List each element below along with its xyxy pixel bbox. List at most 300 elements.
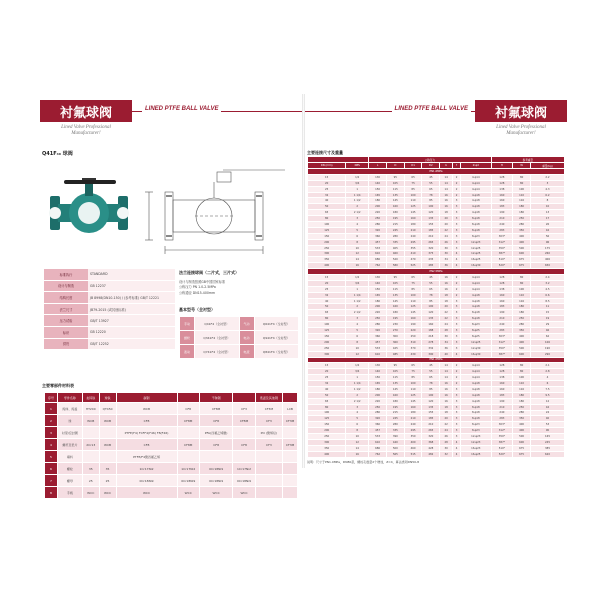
dim-cell: 85 (422, 298, 440, 304)
material-cell (99, 427, 116, 439)
right-page (305, 94, 567, 468)
material-cell: 25 (82, 475, 99, 487)
material-cell: CF8 (199, 415, 233, 427)
dim-cell: 140 (369, 369, 387, 375)
dim-cell: 675 (513, 445, 531, 451)
dimensions-title: 主要连接尺寸及重量 (307, 150, 343, 155)
dim-cell: 280 (386, 422, 404, 428)
dim-cell: 280 (513, 222, 531, 228)
material-cell: QT450 (99, 403, 116, 415)
dim-cell: 3 (453, 210, 461, 216)
dim-cell: 400 (513, 422, 531, 428)
dim-cell: 2 (453, 186, 461, 192)
material-cell: 2Cr13 (82, 439, 99, 451)
spec-row (44, 269, 175, 280)
dim-cell: 400 (513, 428, 531, 434)
dim-cell: 80 (308, 216, 346, 222)
dim-cell: 10 (346, 245, 369, 251)
dim-cell: 125 (404, 204, 422, 210)
material-cell: WCB (116, 403, 177, 415)
material-cell: CF3M (283, 415, 298, 427)
dim-cell: 12-φ23 (461, 239, 492, 245)
dim-cell: 80 (308, 404, 346, 410)
dim-cell: 350 (513, 328, 531, 334)
dim-cell: 4 (453, 351, 461, 357)
dim-cell: 36 (440, 345, 453, 351)
dim-cell: 45 (422, 363, 440, 369)
dim-cell: 160 (491, 381, 513, 387)
dim-cell: 280 (513, 410, 531, 416)
connection-note: 公称压力 PN 1.0-2.5MPa (179, 285, 216, 290)
dim-cell: 20 (308, 369, 346, 375)
dim-cell: 30 (440, 445, 453, 451)
material-header: 零件名称 (58, 393, 83, 403)
dim-cell: 180 (513, 210, 531, 216)
dim-cell: 280 (369, 322, 387, 328)
type-model: Q641F4（全衬型） (254, 317, 299, 331)
dim-cell: 5 (346, 328, 369, 334)
dim-cell: 20 (440, 416, 453, 422)
dim-cell: 25 (308, 286, 346, 292)
dim-cell: 130 (369, 363, 387, 369)
material-part: 手柄 (58, 487, 83, 499)
dim-cell: 510* (491, 257, 513, 263)
dim-cell: 533 (369, 245, 387, 251)
material-index: 5 (45, 451, 58, 463)
dim-cell: 283 (491, 328, 513, 334)
dim-cell: 3 (453, 298, 461, 304)
dim-cell: 100 (513, 286, 531, 292)
type-operation: 蜗轮 (180, 331, 195, 345)
dim-cell: 240 (491, 410, 513, 416)
spec-value: JB 8998(DN10-150) / (参考标准) GB/T 12221 (88, 292, 175, 304)
dim-cell: 75 (404, 180, 422, 186)
dim-column-header: f (453, 163, 461, 169)
dim-cell: 4 (346, 410, 369, 416)
material-cell (255, 463, 282, 475)
material-row (45, 451, 298, 463)
dim-cell: 95 (386, 275, 404, 281)
dim-cell: 32 (308, 192, 346, 198)
dim-cell: 105 (386, 180, 404, 186)
dim-cell: 3/4 (346, 280, 369, 286)
dim-cell: 335 (386, 428, 404, 434)
dim-column-header: D2 (422, 163, 440, 169)
dim-cell: 14 (440, 186, 453, 192)
tagline (40, 125, 132, 137)
dim-cell: 220 (404, 328, 422, 334)
dim-cell: 145 (386, 198, 404, 204)
dim-cell: 3 (453, 216, 461, 222)
dim-cell: 250 (369, 316, 387, 322)
dim-cell: 34 (440, 257, 453, 263)
dim-section-label: PN1.0MPa (308, 357, 565, 363)
dim-cell: 400 (513, 339, 531, 345)
dim-cell: 2 1/2 (346, 210, 369, 216)
material-part: 螺杆及垫片 (58, 439, 83, 451)
dim-cell: 183 (491, 392, 513, 398)
material-cell (255, 475, 282, 487)
dim-cell: 460 (404, 445, 422, 451)
dim-cell: 650 (530, 263, 564, 269)
dim-cell: 218 (422, 333, 440, 339)
material-cell: 35 (82, 463, 99, 475)
material-part: 衬里/密封圈 (58, 427, 83, 439)
dim-cell: 4-φ14 (461, 363, 492, 369)
dim-cell: 430 (404, 351, 422, 357)
material-cell (82, 427, 99, 439)
spec-key: 标准执行 (44, 269, 88, 280)
dim-cell: 14 (440, 369, 453, 375)
spec-key: 供货 (44, 338, 88, 350)
dim-cell: 100 (422, 304, 440, 310)
spec-key: 压力试验 (44, 315, 88, 327)
dim-cell: 55 (422, 369, 440, 375)
dim-cell: 80 (513, 363, 531, 369)
material-cell: HT200 (82, 403, 99, 415)
dim-cell: 355 (404, 245, 422, 251)
dim-cell: 610 (369, 251, 387, 257)
dim-cell: 283 (491, 416, 513, 422)
dim-cell: 4 (530, 375, 564, 381)
dim-column-header: 重量(kg) (530, 163, 564, 169)
dim-cell: 130 (369, 275, 387, 281)
valve-drawing (135, 160, 295, 260)
dim-cell: 85 (404, 375, 422, 381)
dim-cell: 3 (453, 222, 461, 228)
dim-cell: 17 (530, 216, 564, 222)
spec-value: GB/T 12252 (88, 338, 175, 350)
dim-cell: 160 (386, 392, 404, 398)
dim-cell: 300 (308, 351, 346, 357)
dim-cell: 30 (440, 245, 453, 251)
dim-cell: 145 (404, 398, 422, 404)
dim-cell: 24 (440, 233, 453, 239)
dim-cell: 125 (308, 227, 346, 233)
material-cell (283, 475, 298, 487)
material-cell: CF8 (116, 439, 177, 451)
dim-cell: 135 (386, 192, 404, 198)
material-cell: CF8 (177, 403, 199, 415)
materials-table (44, 392, 298, 499)
dim-cell: 150 (369, 286, 387, 292)
dim-cell: 65 (422, 286, 440, 292)
dim-cell: 3 (453, 227, 461, 233)
dim-cell: 387* (491, 351, 513, 357)
dim-cell: 165 (369, 381, 387, 387)
dim-cell: 20 (308, 280, 346, 286)
spec-row (44, 280, 175, 292)
dim-cell: 265 (422, 428, 440, 434)
dim-cell: 4 (453, 451, 461, 457)
material-cell: CF3 (233, 403, 255, 415)
material-cell: WCC (199, 487, 233, 499)
dim-cell: 80 (308, 316, 346, 322)
dim-cell: 525 (404, 263, 422, 269)
dim-cell: 332 (422, 345, 440, 351)
dim-cell: 200 (308, 428, 346, 434)
dim-cell: 16 (440, 192, 453, 198)
material-part: 球 (58, 415, 83, 427)
dim-cell: 387* (491, 251, 513, 257)
dim-cell: 115 (386, 286, 404, 292)
dim-cell: 125 (308, 416, 346, 422)
dim-cell: 90 (530, 428, 564, 434)
dim-cell: 128 (491, 275, 513, 281)
dim-cell: 15 (308, 275, 346, 281)
dim-cell: 610 (369, 439, 387, 445)
material-cell (177, 451, 199, 463)
material-cell: CF3 (255, 439, 282, 451)
dim-cell: 4-φ18 (461, 210, 492, 216)
dim-cell: 12-φ25 (461, 251, 492, 257)
type-model: Q841F4（全衬型） (254, 345, 299, 359)
dim-cell: 100 (513, 186, 531, 192)
dim-cell: 2.4 (530, 275, 564, 281)
dim-cell: 128 (491, 174, 513, 180)
dim-cell: 14 (440, 174, 453, 180)
dim-cell: 105 (386, 280, 404, 286)
connection-title: 法兰连接球阀（二片式，三片式） (179, 270, 239, 275)
dim-cell: 1 1/2 (346, 386, 369, 392)
dim-cell: 3 (453, 310, 461, 316)
dim-cell: 180 (513, 392, 531, 398)
dim-cell: 350 (308, 257, 346, 263)
dim-cell: 180 (404, 410, 422, 416)
dim-cell: 1/2 (346, 174, 369, 180)
material-header: 序号 (45, 393, 58, 403)
dim-cell: 3 (453, 428, 461, 434)
dim-cell: 65 (308, 398, 346, 404)
dim-cell: 7.5 (530, 386, 564, 392)
dim-cell: 4 (453, 263, 461, 269)
dim-cell: 435 (422, 257, 440, 263)
dim-cell: 762 (369, 451, 387, 457)
dim-cell: 5 (346, 227, 369, 233)
dim-cell: 160 (491, 292, 513, 298)
dim-cell: 2 (453, 180, 461, 186)
spec-key: 结构长度 (44, 292, 88, 304)
dim-cell: 190 (530, 345, 564, 351)
dim-cell: 500 (513, 434, 531, 440)
material-cell (283, 463, 298, 475)
material-part: 填料 (58, 451, 83, 463)
material-row (45, 463, 298, 475)
dim-cell: 1 1/2 (346, 198, 369, 204)
dim-cell: 128 (491, 363, 513, 369)
dim-cell: 457 (369, 428, 387, 434)
dim-cell: 1 1/4 (346, 192, 369, 198)
dim-cell: 320 (422, 245, 440, 251)
dim-cell: 406 (530, 257, 564, 263)
dim-cell: 428 (422, 445, 440, 451)
dim-cell: 1 1/4 (346, 292, 369, 298)
material-cell (233, 451, 255, 463)
dim-cell: 515 (404, 451, 422, 457)
dim-cell: 4-φ18 (461, 292, 492, 298)
dim-cell: 34 (440, 339, 453, 345)
dim-cell: 457 (369, 339, 387, 345)
dim-cell: 4-φ18 (461, 392, 492, 398)
dim-cell: 125 (404, 304, 422, 310)
dim-cell: 180 (404, 222, 422, 228)
material-cell: PO (聚烯烃) (255, 427, 282, 439)
dim-cell: 533 (369, 434, 387, 440)
dim-cell: 320 (369, 227, 387, 233)
material-cell: WCC (233, 487, 255, 499)
tagline-line2: Manufacturer! (71, 131, 101, 136)
dim-cell: 240 (491, 322, 513, 328)
type-row (180, 317, 299, 331)
dim-cell: 370 (404, 345, 422, 351)
dim-cell: 245 (530, 439, 564, 445)
dim-cell: 210 (491, 404, 513, 410)
dim-column-header: Z-φd (461, 163, 492, 169)
dim-cell: 22 (440, 422, 453, 428)
type-operation: 气动 (239, 317, 254, 331)
dim-cell: 160 (404, 316, 422, 322)
dim-group-header: 参考重量 (491, 157, 564, 163)
dim-cell: 150 (369, 186, 387, 192)
dim-cell: 12-φ23 (461, 439, 492, 445)
material-cell: CF8 (233, 439, 255, 451)
dim-cell: 11 (530, 304, 564, 310)
dim-cell: 220 (369, 310, 387, 316)
dim-cell: 360 (386, 339, 404, 345)
dim-cell: 15 (308, 174, 346, 180)
dim-cell: 280 (369, 410, 387, 416)
dim-cell: 150 (308, 233, 346, 239)
dim-cell: 265 (422, 239, 440, 245)
dim-cell: 300 (308, 439, 346, 445)
dim-cell: 250 (513, 404, 531, 410)
dim-cell: 13 (530, 210, 564, 216)
dim-cell: 18 (440, 404, 453, 410)
dim-cell: 125 (308, 328, 346, 334)
dim-cell: 220 (369, 398, 387, 404)
dim-cell: 240 (404, 422, 422, 428)
dim-cell: 138 (491, 375, 513, 381)
dim-cell: 18 (440, 292, 453, 298)
dim-cell: 14 (346, 445, 369, 451)
material-cell: WCC (99, 487, 116, 499)
dim-cell: 36 (440, 263, 453, 269)
dim-cell: 360 (369, 333, 387, 339)
dim-cell: 1 (346, 286, 369, 292)
dim-cell: 125 (404, 392, 422, 398)
dim-cell: 4 (453, 445, 461, 451)
dim-cell: 180 (513, 398, 531, 404)
dim-cell: 4-φ18 (461, 304, 492, 310)
dim-cell: 390 (422, 351, 440, 357)
material-header (283, 393, 298, 403)
dim-cell: 295 (404, 428, 422, 434)
dim-cell: 320 (422, 434, 440, 440)
dim-cell: 250 (513, 216, 531, 222)
dim-cell: 128 (491, 369, 513, 375)
dim-cell: 3 (453, 304, 461, 310)
dim-cell: 20 (440, 216, 453, 222)
material-cell (283, 427, 298, 439)
dim-cell: 120 (422, 210, 440, 216)
dim-cell: 180 (386, 210, 404, 216)
dim-cell: 485 (386, 351, 404, 357)
dim-cell: 65 (308, 210, 346, 216)
dim-cell: 500 (513, 345, 531, 351)
dim-cell: 2 (346, 392, 369, 398)
dim-cell: 762 (369, 263, 387, 269)
dim-cell: 686 (369, 445, 387, 451)
dim-cell: 600 (513, 439, 531, 445)
dim-cell: 1 (346, 186, 369, 192)
dimensions-footnote: 说明：尺寸于PN1.0MPa，DN80起，螺栓孔数量2个增加，Z=4，算法类同DN50-8 (307, 460, 420, 464)
spec-value: GB 12220 (88, 326, 175, 338)
dim-cell: 4 (453, 257, 461, 263)
dim-cell: 385 (530, 445, 564, 451)
dim-cell: 3 (453, 416, 461, 422)
dim-cell: 295 (404, 239, 422, 245)
dim-cell: 2 (453, 292, 461, 298)
dim-cell: 40 (530, 416, 564, 422)
dim-cell: 120 (422, 398, 440, 404)
material-cell: WCB (99, 415, 116, 427)
dim-cell: 8 (346, 239, 369, 245)
dim-cell: 3 (453, 398, 461, 404)
tagline-line1: Lined Valve Professional (61, 125, 111, 130)
dim-cell: 56 (530, 233, 564, 239)
type-operation: 电动 (239, 331, 254, 345)
dim-cell: 3.2 (530, 280, 564, 286)
dim-cell: 2 (453, 375, 461, 381)
dim-cell: 210 (491, 316, 513, 322)
dim-cell: 3 (453, 198, 461, 204)
dim-cell: 180 (369, 198, 387, 204)
dim-cell: 245 (386, 416, 404, 422)
dim-cell: 138 (491, 186, 513, 192)
dim-cell: 3 (453, 422, 461, 428)
dim-cell: 160 (404, 404, 422, 410)
dim-cell: 460 (386, 251, 404, 257)
dim-cell: 210 (422, 233, 440, 239)
dim-cell: 4-φ14 (461, 180, 492, 186)
dim-cell: 210 (422, 422, 440, 428)
dim-cell: 183 (491, 204, 513, 210)
dim-cell: 16-φ30 (461, 351, 492, 357)
dim-cell: 190 (491, 310, 513, 316)
dim-cell: 78 (422, 192, 440, 198)
dim-cell: 3 (453, 339, 461, 345)
dim-cell: 2.2 (530, 174, 564, 180)
dim-cell: 116 (513, 298, 531, 304)
dim-cell: 4-φ18 (461, 381, 492, 387)
type-row (180, 345, 299, 359)
dim-cell: 1/2 (346, 363, 369, 369)
dim-cell: 16 (440, 286, 453, 292)
dim-cell: 8-φ23 (461, 428, 492, 434)
dim-cell: 8-φ18 (461, 222, 492, 228)
dim-cell: 520* (491, 451, 513, 457)
dim-cell: 200 (369, 392, 387, 398)
dim-cell: 4-φ18 (461, 198, 492, 204)
dim-cell: 8 (346, 428, 369, 434)
dim-cell: 32 (440, 451, 453, 457)
material-cell: CF3 (255, 415, 282, 427)
dim-cell: 80 (513, 174, 531, 180)
dim-cell: 210 (491, 216, 513, 222)
dim-cell: 210 (404, 227, 422, 233)
page-title-en: LINED PTFE BALL VALVE (142, 106, 221, 112)
dim-cell: 16 (440, 204, 453, 210)
